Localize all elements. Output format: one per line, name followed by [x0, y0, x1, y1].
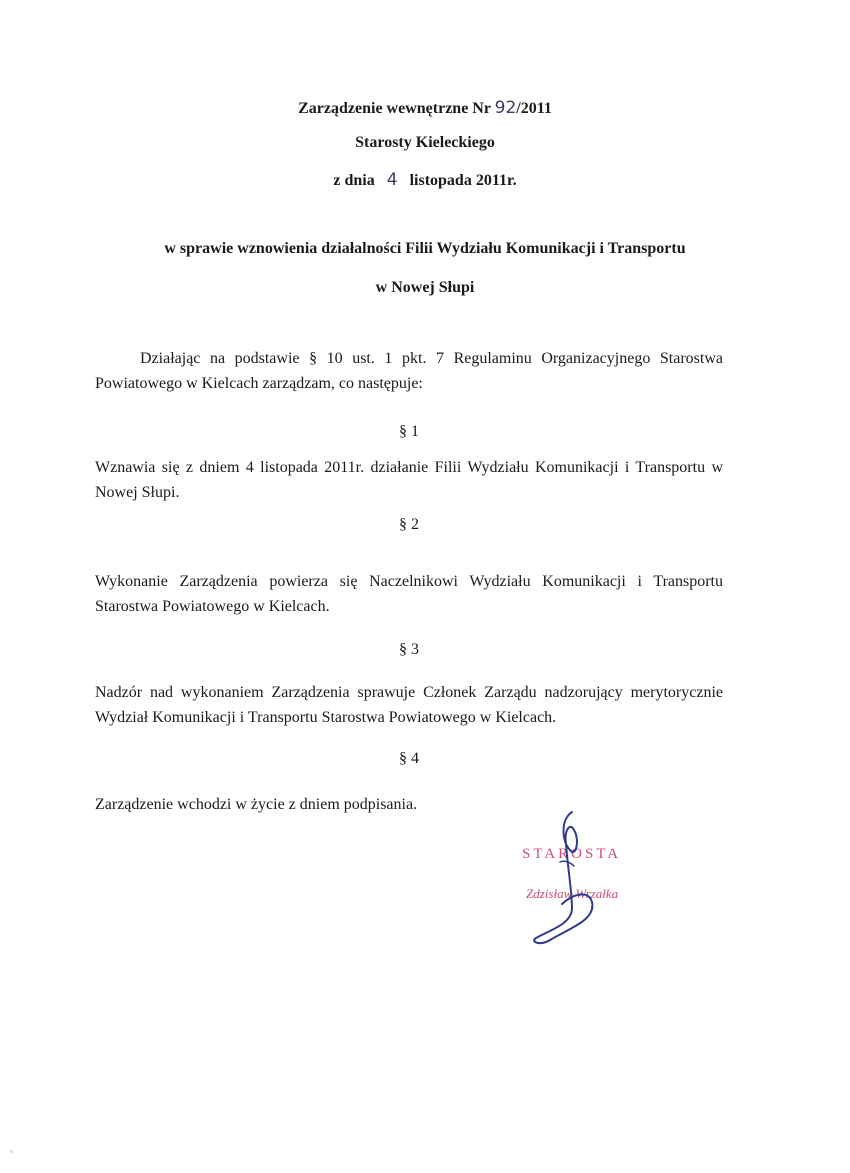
section-text-3: Nadzór nad wykonaniem Zarządzenia sprawuje Członek Zarządu nadzorujący merytorycznie Wydział Komunikacji i Transportu Starostwa Powiatowego w Kielcach. — [95, 684, 723, 726]
subject-line-1: w sprawie wznowienia działalności Filii Wydziału Komunikacji i Transportu — [164, 240, 686, 257]
document-date — [0, 170, 850, 190]
section-heading-1: § 1 — [399, 423, 419, 440]
title-number-handwritten: 92 — [494, 98, 517, 118]
section-text-4: Zarządzenie wchodzi w życie z dniem podpisania. — [95, 796, 418, 813]
date-day-handwritten: 4 — [386, 170, 398, 190]
section-heading-4: § 4 — [399, 750, 419, 767]
section-text-2: Wykonanie Zarządzenia powierza się Naczelnikowi Wydziału Komunikacji i Transportu Starostwa Powiatowego w Kielcach. — [95, 573, 723, 615]
section-heading-3: § 3 — [399, 641, 419, 658]
title-prefix: Zarządzenie wewnętrzne Nr — [298, 100, 495, 117]
document-title — [0, 98, 850, 118]
date-prefix: z dnia — [333, 172, 375, 189]
section-text-1: Wznawia się z dniem 4 listopada 2011r. działanie Filii Wydziału Komunikacji i Transportu w Nowej Słupi. — [95, 459, 723, 501]
date-suffix: listopada 2011r. — [409, 172, 517, 189]
scan-speck — [10, 1150, 13, 1153]
intro-paragraph: Działając na podstawie § 10 ust. 1 pkt. 7 Regulaminu Organizacyjnego Starostwa Powiatowego w Kielcach zarządzam, co następuje: — [95, 350, 723, 392]
title-suffix: /2011 — [516, 100, 552, 117]
signature-icon — [500, 800, 620, 950]
stamp-title: STAROSTA — [522, 846, 622, 862]
section-heading-2: § 2 — [399, 516, 419, 533]
stamp-name: Zdzisław Wrzałka — [526, 886, 619, 901]
subject-line-2: w Nowej Słupi — [375, 279, 475, 296]
document-subtitle: Starosty Kieleckiego — [355, 134, 495, 151]
